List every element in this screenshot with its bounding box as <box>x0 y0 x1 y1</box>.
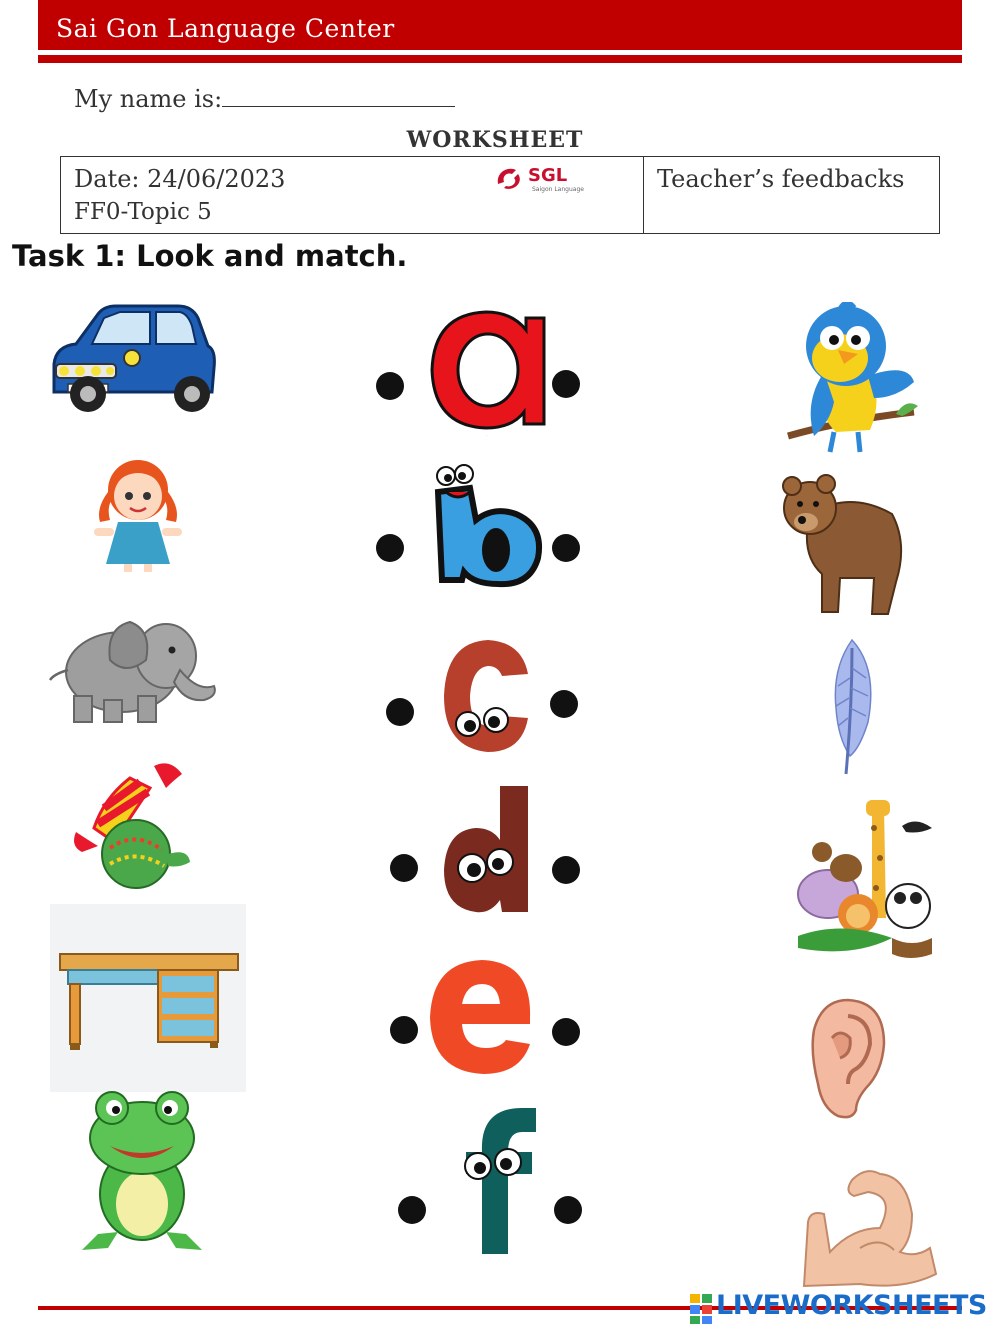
desk-icon[interactable] <box>50 904 246 1092</box>
dot-a-left[interactable] <box>376 372 404 400</box>
teacher-feedback-label: Teacher’s feedbacks <box>657 165 905 193</box>
sgl-logo-swoosh-2 <box>504 174 520 189</box>
letter-b-icon <box>424 462 548 588</box>
dot-c-left[interactable] <box>386 698 414 726</box>
letter-c-text: c <box>485 752 487 753</box>
dot-d-left[interactable] <box>390 854 418 882</box>
liveworksheets-logo-icon <box>690 1294 714 1324</box>
letter-d-icon <box>442 784 532 914</box>
letter-e-icon <box>428 958 534 1076</box>
date-text: Date: 24/06/2023 <box>74 165 286 193</box>
sgl-logo-subtext: Saigon Language <box>532 186 584 193</box>
sgl-logo-swoosh <box>498 169 516 184</box>
dot-d-right[interactable] <box>552 856 580 884</box>
frog-icon[interactable] <box>78 1084 206 1256</box>
elephant-icon[interactable] <box>46 600 220 726</box>
feather-icon[interactable] <box>826 638 878 778</box>
header-title: Sai Gon Language Center <box>56 14 395 43</box>
doll-icon[interactable] <box>88 452 188 576</box>
info-table <box>60 156 940 234</box>
sgl-logo <box>494 162 586 194</box>
letter-a-text: a <box>486 436 488 437</box>
dot-f-right[interactable] <box>554 1196 582 1224</box>
bird-icon[interactable] <box>784 302 922 466</box>
topic-text: FF0-Topic 5 <box>74 199 212 225</box>
dot-f-left[interactable] <box>398 1196 426 1224</box>
letter-d-text: d <box>486 912 488 913</box>
dot-e-left[interactable] <box>390 1016 418 1044</box>
letter-f-icon <box>458 1104 540 1256</box>
name-row <box>74 82 455 113</box>
sgl-logo-text: SGL <box>528 165 568 186</box>
letter-a-icon <box>420 298 554 438</box>
dot-b-right[interactable] <box>552 534 580 562</box>
letter-c-icon <box>440 638 534 754</box>
dot-b-left[interactable] <box>376 534 404 562</box>
letter-e-text: e <box>480 1074 482 1075</box>
car-icon[interactable] <box>46 302 218 420</box>
dot-c-right[interactable] <box>550 690 578 718</box>
header-bar <box>38 0 962 50</box>
header-divider <box>38 55 962 63</box>
bear-icon[interactable] <box>780 474 908 616</box>
letter-b-text: b <box>485 586 487 587</box>
dot-e-right[interactable] <box>552 1018 580 1046</box>
name-blank[interactable] <box>222 82 455 107</box>
ear-icon[interactable] <box>808 998 886 1120</box>
candy-icon[interactable] <box>70 758 194 894</box>
dot-a-right[interactable] <box>552 370 580 398</box>
task-title: Task 1: Look and match. <box>12 239 408 273</box>
animals-icon[interactable] <box>792 798 940 966</box>
info-left-cell <box>61 157 644 233</box>
name-label: My name is: <box>74 85 223 113</box>
letter-f-text: f <box>498 1254 500 1255</box>
liveworksheets-watermark: LIVEWORKSHEETS <box>716 1290 987 1321</box>
arm-muscle-icon[interactable] <box>800 1166 938 1288</box>
worksheet-title: WORKSHEET <box>406 127 584 153</box>
